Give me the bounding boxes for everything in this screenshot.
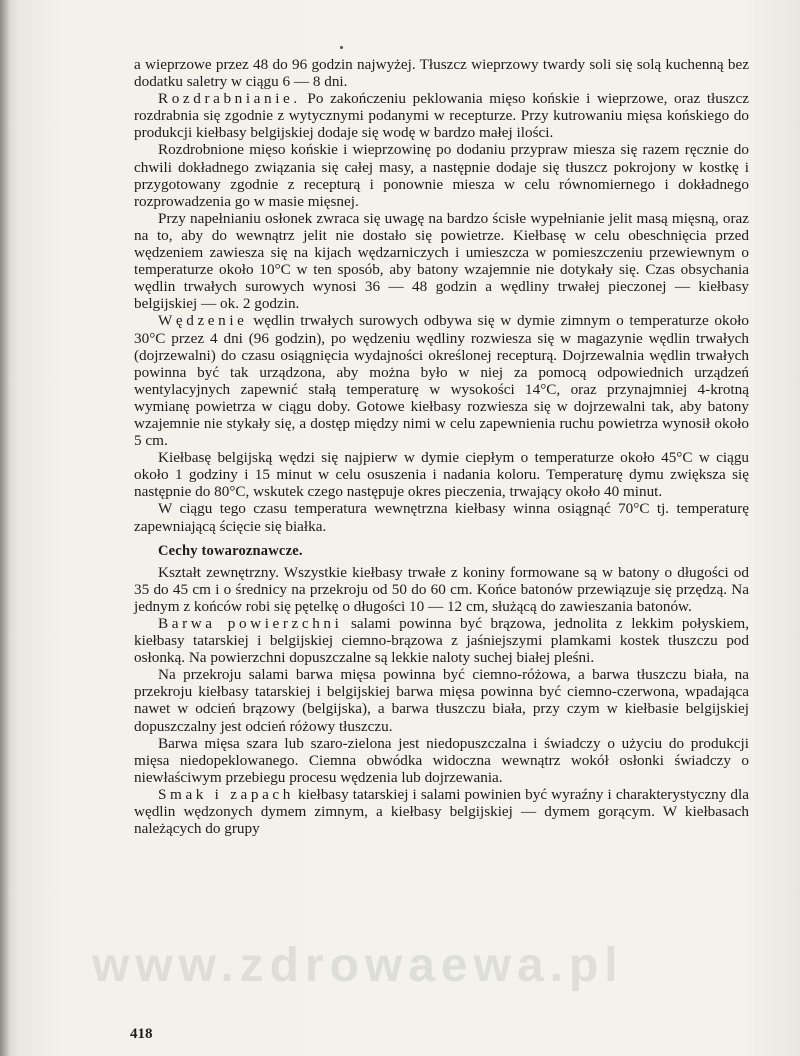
paragraph-1: a wieprzowe przez 48 do 96 godzin najwyżej. Tłuszcz wieprzowy twardy soli się solą kuchenną bez dodatku saletry w ciągu 6 — 8 dni. <box>134 56 749 91</box>
paragraph-9-text: salami powinna być brązowa, jednolita z lekkim połyskiem, kiełbasy tatarskiej i belgijskiej ciemno-brązowa z jaśniejszymi plamkami kostek tłuszczu pod osłonką. Na powierzchni dopuszczalne są lekkie naloty suchej białej pleśni. <box>134 615 750 667</box>
paragraph-7: W ciągu tego czasu temperatura wewnętrzna kiełbasy winna osiągnąć 70°C tj. temperaturę zapewniającą ścięcie się białka. <box>134 500 749 535</box>
watermark: www.zdrowaewa.pl <box>92 939 624 992</box>
paragraph-5-text: wędlin trwałych surowych odbywa się w dymie zimnym o temperaturze około 30°C przez 4 dni (96 godzin), po wędzeniu wędliny rozwiesza się w magazynie wędlin trwałych (dojrzewalni) do czasu osiągnięcia wydajności określonej recepturą. Dojrzewalnia wędlin trwałych powinna być tak urządzona, aby można było w niej za pomocą odpowiednich urządzeń wentylacyjnych zapewnić stałą temperaturę w wysokości 14°C, oraz przynajmniej 4-krotną wymianę powietrza w ciągu doby. Gotowe kiełbasy rozwiesza się w dojrzewalni tak, aby batony wzajemnie nie stykały się, a dostęp między nimi w celu zapewnienia ruchu powietrza wynosił około 5 cm. <box>134 312 749 450</box>
spaced-lead: Wędzenie <box>158 312 248 330</box>
paragraph-12-text: kiełbasy tatarskiej i salami powinien być wyraźny i charakterystyczny dla wędlin wędzonych dymem zimnym, a kiełbasy belgijskiej — dymem gorącym. W kiełbasach należących do grupy <box>134 785 749 838</box>
section-heading: Cechy towaroznawcze. <box>158 542 303 559</box>
paragraph-4: Przy napełnianiu osłonek zwraca się uwagę na bardzo ścisłe wypełnianie jelit masą mięsną, oraz na to, aby do wewnątrz jelit nie dostało się powietrze. Kiełbasę w celu obeschnięcia przed wędzeniem zawiesza się na kijach wędzarniczych i umieszcza w pomieszczeniu przewiewnym o temperaturze około 10°C w ten sposób, aby batony wzajemnie nie dotykały się. Czas obsychania wędlin trwałych surowych wynosi 36 — 48 godzin a wędliny trwałej pieczonej — kiełbasy belgijskiej — ok. 2 godzin. <box>134 209 749 313</box>
text-column <box>134 56 749 837</box>
speck <box>340 46 343 49</box>
binding-shadow <box>0 0 10 1056</box>
paragraph-9 <box>134 615 749 666</box>
paragraph-2 <box>134 90 749 141</box>
paragraph-10: Na przekroju salami barwa mięsa powinna być ciemno-różowa, a barwa tłuszczu biała, na przekroju kiełbasy tatarskiej i belgijskiej barwa mięsa powinna być ciemno-czerwona, wpadająca nawet w odcień brązowy (belgijska), a barwa tłuszczu biała, przy czym w kiełbasie belgijskiej dopuszczalny jest odcień różowy tłuszczu. <box>134 666 749 735</box>
paragraph-5 <box>134 312 749 449</box>
page-number: 418 <box>130 1026 153 1042</box>
paragraph-6: Kiełbasę belgijską wędzi się najpierw w dymie ciepłym o temperaturze około 45°C w ciągu około 1 godziny i 15 minut w celu osuszenia i nadania koloru. Temperaturę dymu zwiększa się następnie do 80°C, wskutek czego następuje okres pieczenia, trwający około 40 minut. <box>134 449 749 501</box>
paragraph-11: Barwa mięsa szara lub szaro-zielona jest niedopuszczalna i świadczy o użyciu do produkcji mięsa niedopeklowanego. Ciemna obwódka widoczna wewnątrz wokół osłonki świadczy o niewłaściwym przebiegu procesu wędzenia lub dojrzewania. <box>134 734 749 786</box>
spaced-lead: Rozdrabnianie. <box>158 90 301 108</box>
paragraph-12 <box>134 786 749 837</box>
paragraph-3: Rozdrobnione mięso końskie i wieprzowinę po dodaniu przypraw miesza się razem ręcznie do chwili dokładnego związania się całej masy, a następnie dodaje się tłuszcz pokrojony w kostkę i przygotowany zgodnie z recepturą i ponownie miesza w celu równomiernego i dokładnego rozprowadzenia go w masie mięsnej. <box>134 141 749 210</box>
paragraph-2-text: Po zakończeniu peklowania mięso końskie i wieprzowe, oraz tłuszcz rozdrabnia się zgodnie z wytycznymi podanymi w recepturze. Przy kutrowaniu mięsa końskiego do produkcji kiełbasy belgijskiej dodaje się wodę w bardzo małej ilości. <box>134 90 749 142</box>
paragraph-8: Kształt zewnętrzny. Wszystkie kiełbasy trwałe z koniny formowane są w batony o długości od 35 do 45 cm i o średnicy na przekroju od 50 do 60 cm. Końce batonów przewiązuje się przędzą. Na jednym z końców robi się pętelkę o długości 10 — 12 cm, służącą do zawieszania batonów. <box>134 563 749 615</box>
spaced-lead: Smak i zapach <box>158 785 294 803</box>
spaced-lead: Barwa powierzchni <box>158 615 343 632</box>
